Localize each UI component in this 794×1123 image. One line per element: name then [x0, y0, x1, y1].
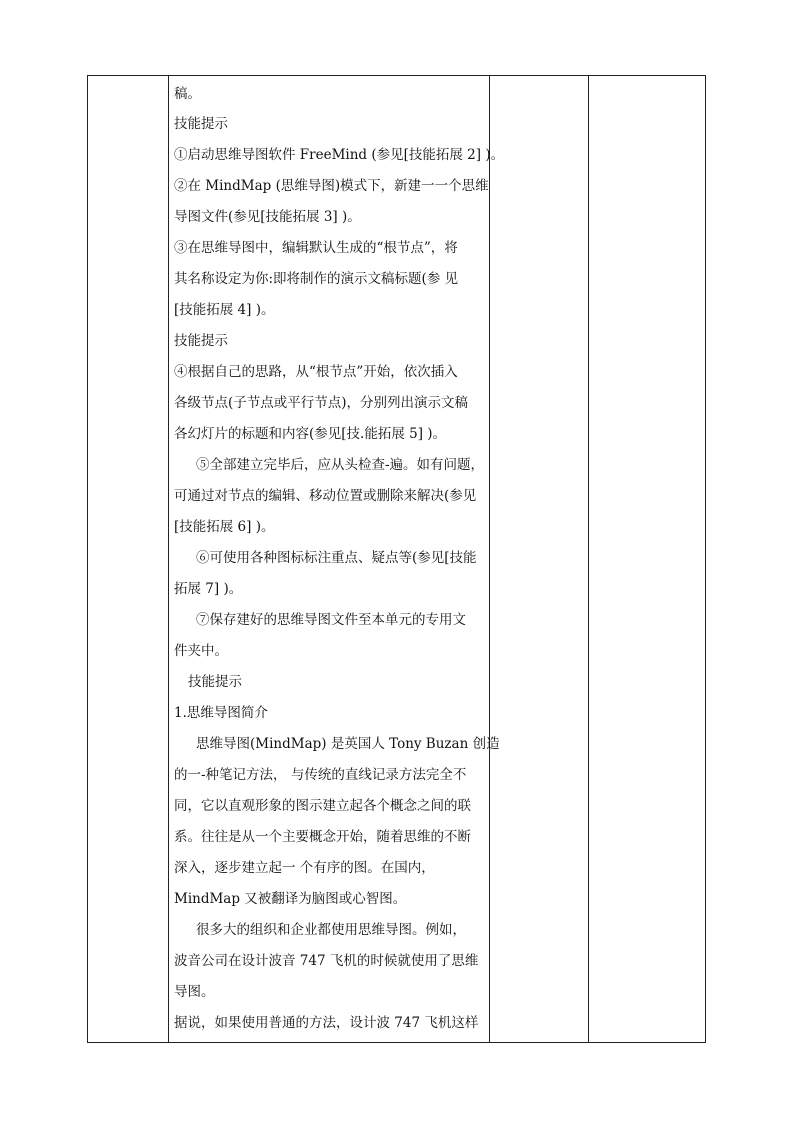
- column-divider-1: [168, 76, 169, 1042]
- text-line: ①启动思维导图软件 FreeMind (参见[技能拓展 2] )。: [174, 147, 505, 163]
- text-line: 的一-种笔记方法， 与传统的直线记录方法完全不: [174, 767, 467, 783]
- text-line: 很多大的组织和企业都使用思维导图。例如，: [196, 922, 466, 938]
- text-line: 件夹中。: [174, 643, 228, 659]
- column-divider-3: [588, 76, 589, 1042]
- text-line: 同，它以直观形象的图示建立起各个概念之间的联: [174, 798, 471, 814]
- text-line: MindMap 又被翻译为脑图或心智图。: [174, 891, 407, 907]
- text-line: 导图。: [174, 984, 215, 1000]
- lesson-table: [87, 75, 706, 1043]
- text-line: 稿。: [174, 86, 201, 102]
- text-line: 波音公司在设计波音 747 飞机的时候就使用了思维: [174, 953, 479, 969]
- text-line: [技能拓展 4] )。: [174, 302, 275, 318]
- text-line: [技能拓展 6] )。: [174, 519, 275, 535]
- text-line: ③在思维导图中，编辑默认生成的“根节点”，将: [174, 240, 458, 256]
- text-line: ④根据自己的思路，从“根节点”开始，依次插入: [174, 364, 458, 380]
- text-line: 思维导图(MindMap) 是英国人 Tony Buzan 创造: [196, 736, 500, 752]
- skill-tip-heading: 技能提示: [174, 116, 228, 132]
- text-line: 深入，逐步建立起一 个有序的图。在国内，: [174, 860, 435, 876]
- text-line: 导图文件(参见[技能拓展 3] )。: [174, 209, 361, 225]
- text-line: 据说，如果使用普通的方法，设计波 747 飞机这样: [174, 1015, 479, 1031]
- section-heading: 1.思维导图简介: [174, 705, 268, 721]
- column-divider-2: [489, 76, 490, 1042]
- text-line: 各幻灯片的标题和内容(参见[技.能拓展 5] )。: [174, 426, 447, 442]
- text-line: 拓展 7] )。: [174, 581, 243, 597]
- text-line: ②在 MindMap (思维导图)模式下，新建一一个思维: [174, 178, 489, 194]
- text-line: 可通过对节点的编辑、移动位置或删除来解决(参见: [174, 488, 477, 504]
- text-line: ⑤全部建立完毕后，应从头检查-遍。如有问题，: [196, 457, 485, 473]
- text-line: ⑥可使用各种图标标注重点、疑点等(参见[技能: [196, 550, 477, 566]
- text-line: ⑦保存建好的思维导图文件至本单元的专用文: [196, 612, 466, 628]
- text-line: 其名称设定为你:即将制作的演示文稿标题(参 见: [174, 271, 459, 287]
- text-line: 各级节点(子节点或平行节点)，分别列出演示文稿: [174, 395, 469, 411]
- skill-tip-heading: 技能提示: [188, 674, 242, 690]
- skill-tip-heading: 技能提示: [174, 333, 228, 349]
- text-line: 系。往往是从一个主要概念开始，随着思维的不断: [174, 829, 471, 845]
